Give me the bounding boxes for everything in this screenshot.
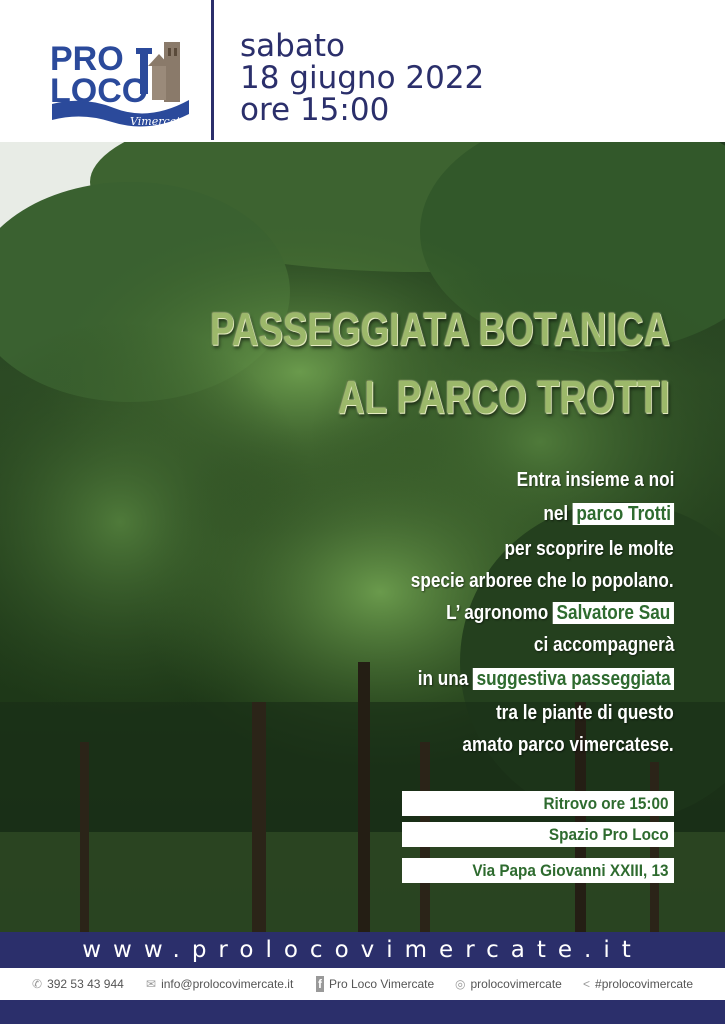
facebook-icon: f [318,977,322,991]
facebook-contact[interactable]: f Pro Loco Vimercate [318,977,435,991]
mail-icon: ✉ [146,977,157,991]
description-line: specie arboree che lo popolano. [411,570,674,592]
svg-text:LOCO: LOCO [50,72,149,110]
event-time: ore 15:00 [240,92,390,128]
share-icon: < [583,977,591,991]
event-title-line1: PASSEGGIATA BOTANICA [210,303,670,355]
address-box: Via Papa Giovanni XXIII, 13 [402,858,674,883]
meeting-time-box: Ritrovo ore 15:00 [402,791,674,816]
instagram-contact[interactable]: ◎ prolocovimercate [455,977,562,991]
phone-icon: ✆ [32,977,43,991]
header-divider [211,0,214,140]
header [0,0,725,142]
highlight-parco-trotti: parco Trotti [573,503,674,525]
description-line: per scoprire le molte [504,538,674,560]
highlight-walk: suggestiva passeggiata [473,668,674,690]
email-contact[interactable]: ✉ info@prolocovimercate.it [146,977,294,991]
instagram-icon: ◎ [455,977,466,991]
description-line: nel parco Trotti [543,500,674,528]
website-bar [0,932,725,968]
event-title-line2: AL PARCO TROTTI [338,371,670,423]
phone-contact[interactable]: ✆ 392 53 43 944 [32,977,124,991]
event-date: 18 giugno 2022 [240,60,485,96]
description-line: in una suggestiva passeggiata [418,665,674,693]
pro-loco-logo [44,34,194,132]
description-line: amato parco vimercatese. [462,734,674,756]
svg-text:PRO: PRO [50,40,124,78]
contact-bar [0,968,725,1000]
hashtag-contact[interactable]: < #prolocovimercate [583,977,694,991]
description-line: L’ agronomo Salvatore Sau [446,599,674,627]
footer-bar [0,1000,725,1024]
highlight-agronomist-name: Salvatore Sau [553,602,674,624]
event-day: sabato [240,28,345,64]
description-line: Entra insieme a noi [516,469,674,491]
website-link[interactable]: www.prolocovimercate.it [82,937,643,963]
meeting-place-box: Spazio Pro Loco [402,822,674,847]
description-line: ci accompagnerà [533,634,674,656]
description-line: tra le piante di questo [496,702,674,724]
svg-text:Vimercate: Vimercate [130,115,188,128]
